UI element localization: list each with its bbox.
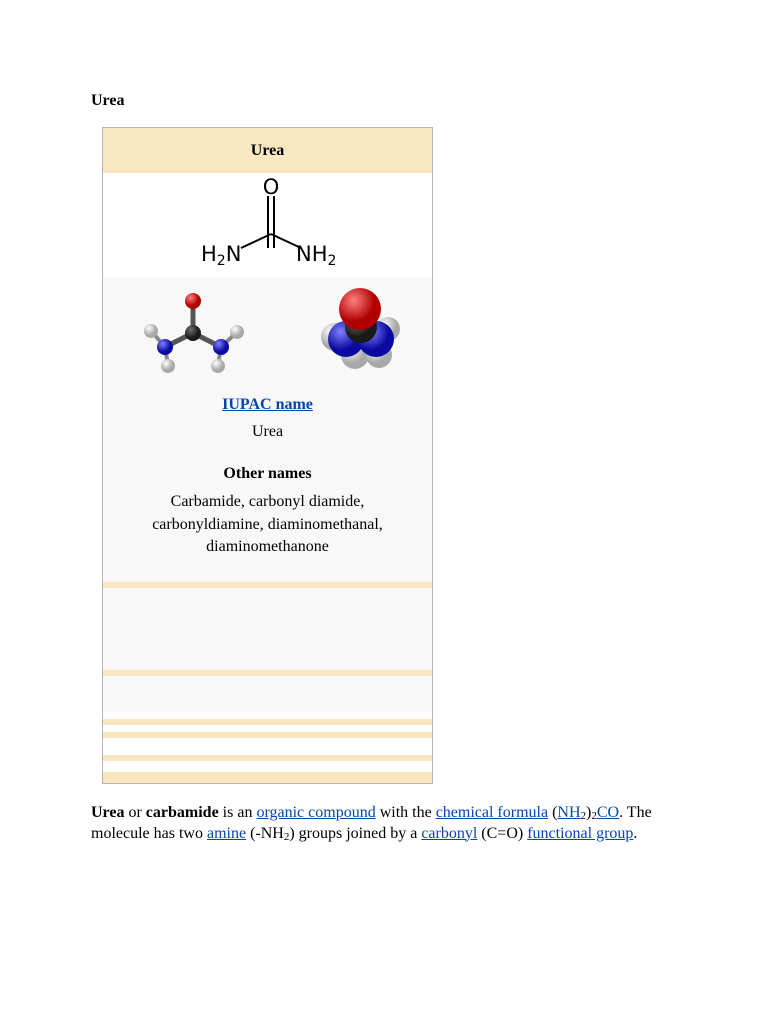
page-title: Urea — [91, 92, 125, 109]
iupac-name-heading — [103, 396, 432, 414]
urea-skeletal-structure — [193, 177, 353, 273]
chembox-infobox — [102, 127, 433, 784]
infobox-row — [103, 712, 432, 719]
link-functional-group[interactable]: functional group — [527, 824, 634, 842]
text-fragment: The molecule has two — [91, 804, 652, 842]
text-fragment: ( — [548, 804, 558, 821]
text-fragment: (-NH — [246, 824, 284, 842]
text-fragment: (C=O) — [477, 824, 528, 842]
iupac-name-value: Urea — [251, 423, 284, 440]
term-carbamide: carbamide — [145, 804, 219, 821]
link-co[interactable]: CO — [596, 804, 620, 821]
text-fragment: . — [633, 824, 638, 842]
link-carbonyl[interactable]: carbonyl — [421, 824, 478, 842]
infobox-row — [103, 761, 432, 772]
text-fragment: is an — [218, 804, 257, 821]
link-chemical-formula[interactable]: chemical formula — [435, 804, 549, 821]
subscript: 2 — [591, 810, 597, 822]
nh2-label: NH2 — [296, 242, 337, 269]
infobox-section-divider — [103, 772, 432, 784]
skeletal-formula-image — [103, 173, 432, 277]
subscript: 2 — [580, 810, 587, 822]
text-fragment: with the — [375, 804, 436, 821]
space-filling-model — [310, 287, 410, 377]
molecular-models — [103, 277, 432, 390]
text-fragment: . — [619, 804, 624, 821]
oxygen-label: O — [262, 177, 280, 199]
infobox-row — [103, 738, 432, 755]
term-urea: Urea — [91, 804, 125, 821]
infobox-section-divider — [103, 670, 432, 676]
link-nh[interactable]: NH — [557, 804, 581, 821]
ball-and-stick-model — [138, 289, 248, 379]
subscript: 2 — [283, 830, 290, 843]
iupac-name-link[interactable]: IUPAC name — [222, 396, 313, 413]
infobox-section-divider — [103, 582, 432, 588]
intro-paragraph — [91, 803, 691, 844]
link-amine[interactable]: amine — [206, 824, 247, 842]
other-names-heading: Other names — [223, 465, 312, 482]
link-organic-compound[interactable]: organic compound — [256, 804, 376, 821]
other-names-value: Carbamide, carbonyl diamide, carbonyldiamine, diaminomethanal, diaminomethanone — [152, 493, 383, 555]
infobox-header: Urea — [103, 128, 432, 173]
infobox-row — [103, 725, 432, 732]
text-fragment: or — [124, 804, 146, 821]
text-fragment: ) groups joined by a — [289, 824, 422, 842]
text-fragment: ) — [586, 804, 592, 821]
h2n-label: H2N — [201, 242, 242, 269]
